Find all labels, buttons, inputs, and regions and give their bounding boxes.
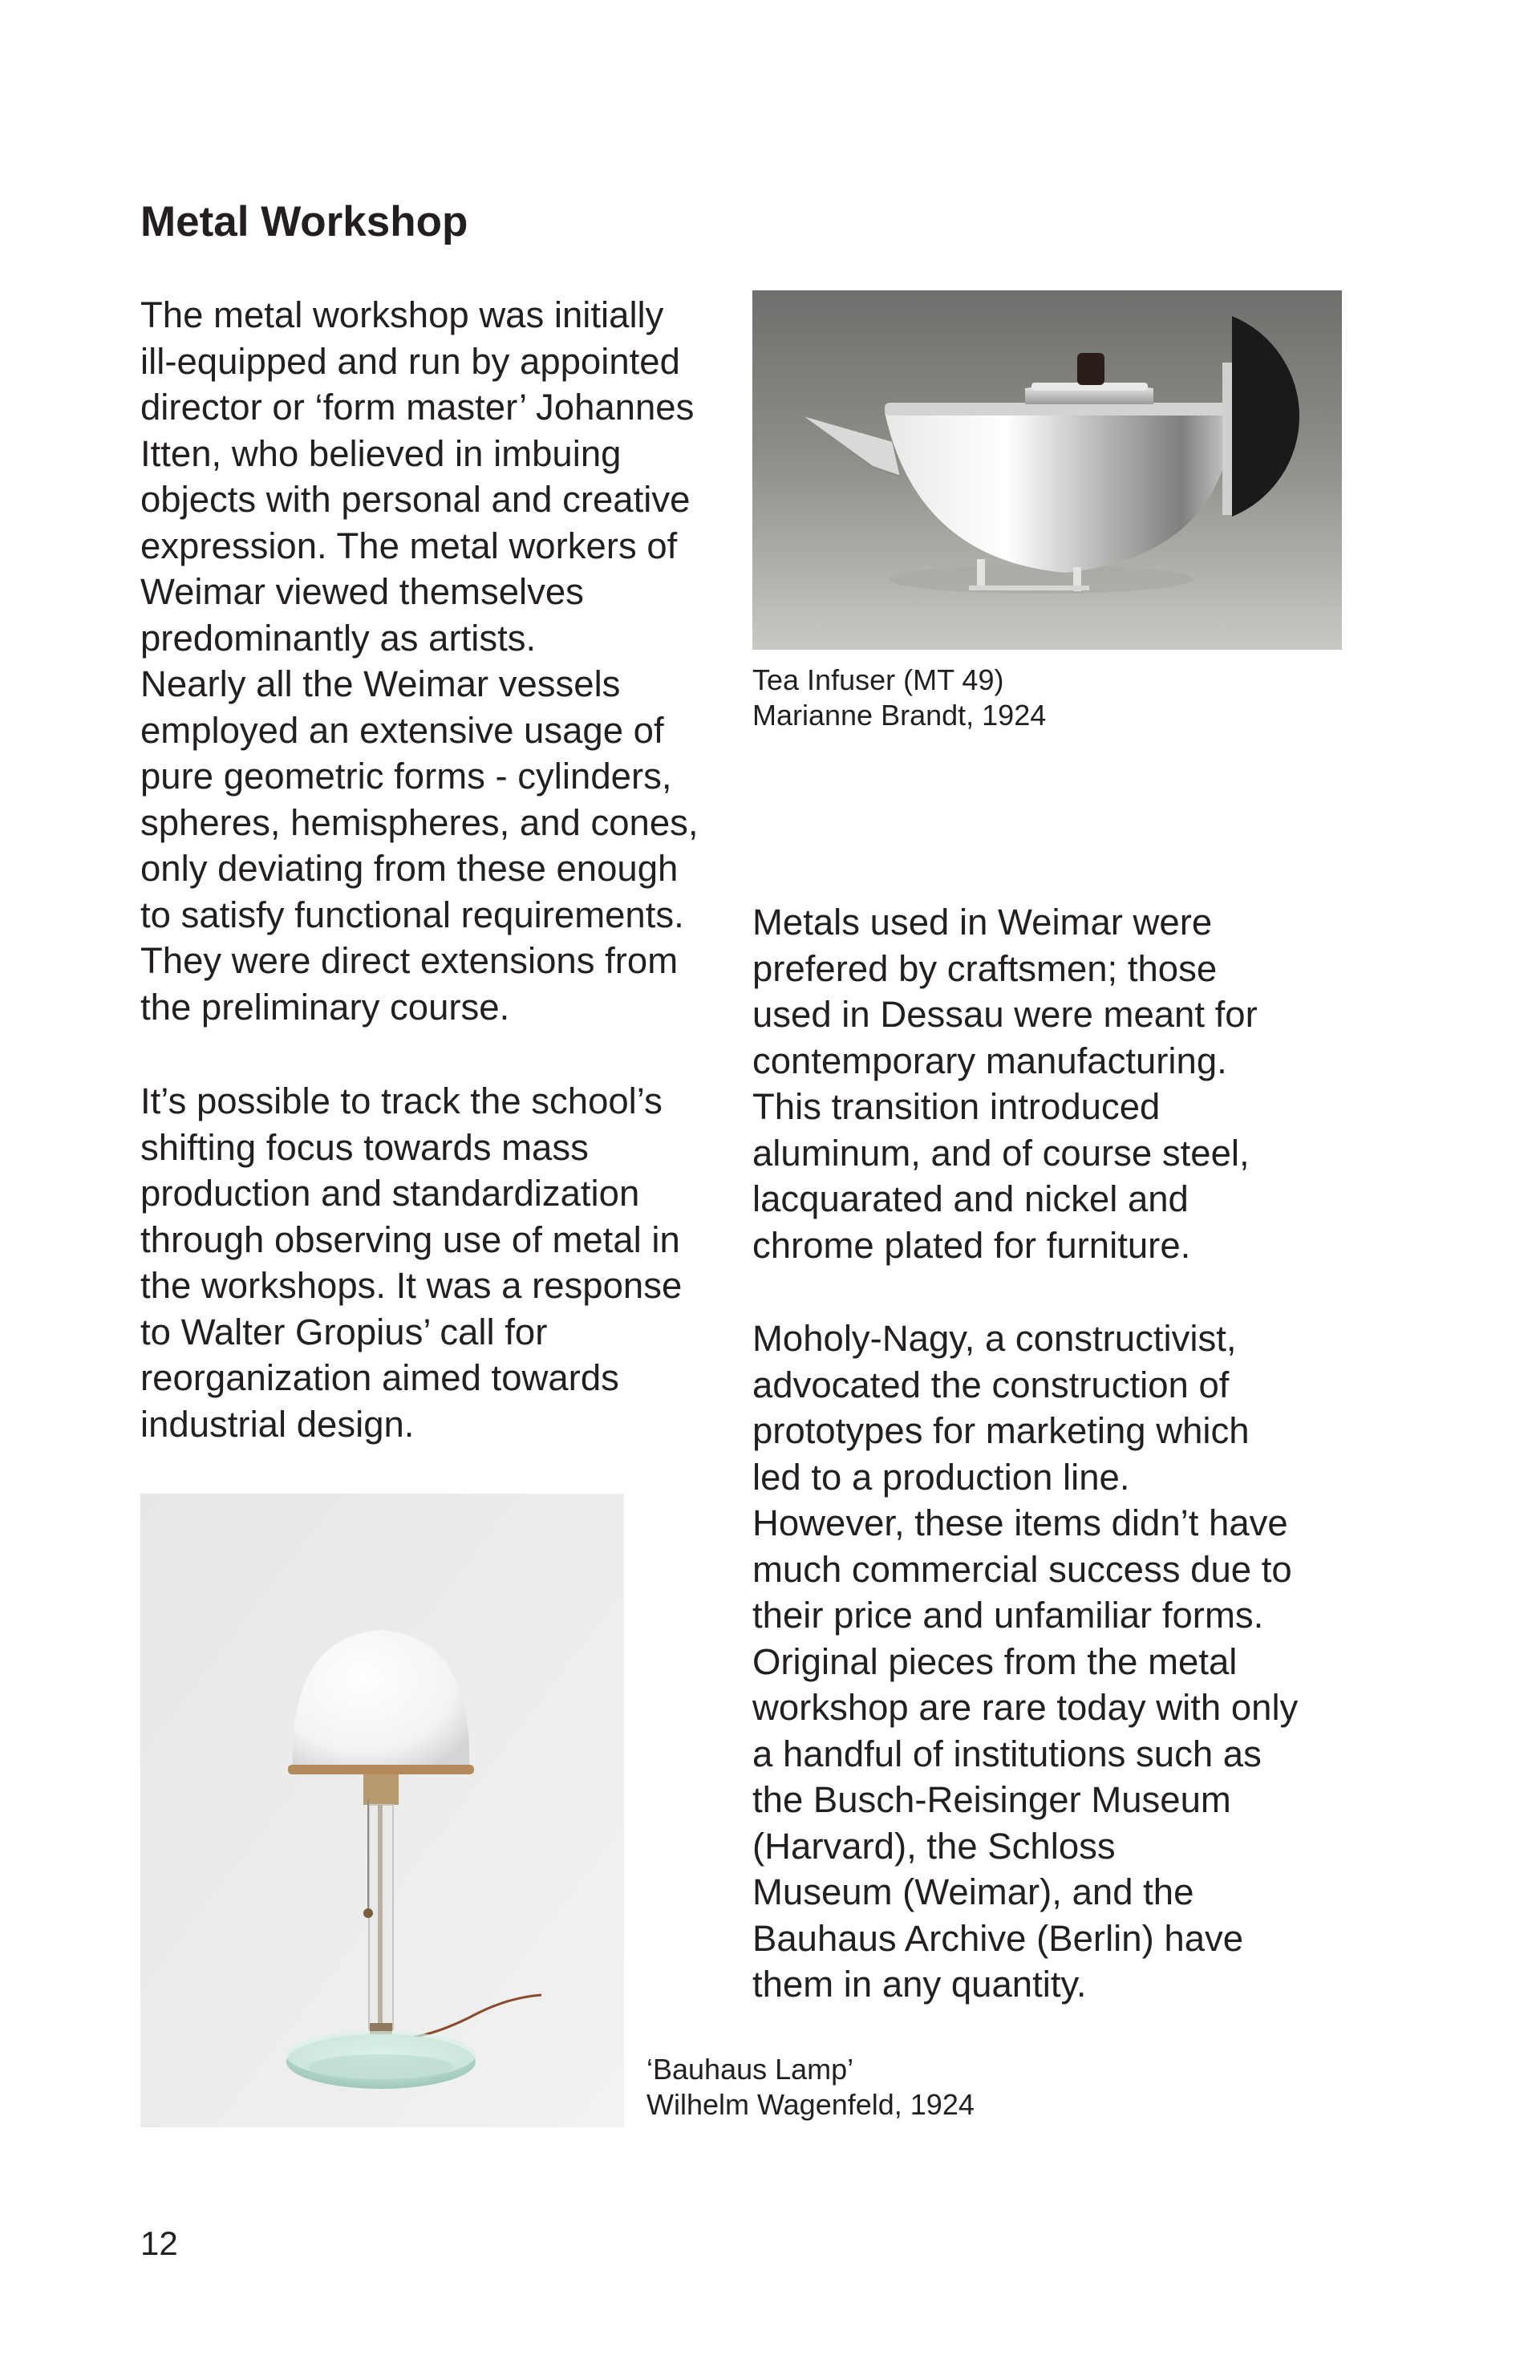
text-line: Original pieces from the metal — [752, 1640, 1238, 1682]
text-line: They were direct extensions from — [140, 940, 679, 981]
text-line: the preliminary course. — [140, 986, 510, 1028]
caption-title: ‘Bauhaus Lamp’ — [646, 2053, 854, 2086]
text-line: Metals used in Weimar were — [752, 902, 1213, 943]
text-line: used in Dessau were meant for — [752, 994, 1258, 1035]
text-line: Moholy-Nagy, a constructivist, — [752, 1318, 1237, 1359]
text-line: a handful of institutions such as — [752, 1733, 1262, 1774]
text-line: the Busch-Reisinger Museum — [752, 1779, 1231, 1820]
text-line: The metal workshop was initially — [140, 294, 664, 335]
text-line: pure geometric forms - cylinders, — [140, 756, 672, 797]
text-line: much commercial success due to — [752, 1548, 1292, 1590]
caption-credit: Marianne Brandt, 1924 — [752, 699, 1047, 732]
text-line: prefered by craftsmen; those — [752, 947, 1218, 989]
text-line: expression. The metal workers of — [140, 525, 678, 566]
text-line: prototypes for marketing which — [752, 1410, 1250, 1451]
text-line: It’s possible to track the school’s — [140, 1081, 663, 1121]
text-line: to satisfy functional requirements. — [140, 894, 684, 935]
bauhaus-lamp-photo — [140, 1494, 624, 2127]
text-line: reorganization aimed towards — [140, 1357, 619, 1398]
text-line: Museum (Weimar), and the — [752, 1871, 1194, 1912]
text-line: industrial design. — [140, 1403, 415, 1445]
right-paragraph-1 — [752, 899, 1258, 1268]
text-line: contemporary manufacturing. — [752, 1040, 1227, 1081]
text-line: predominantly as artists. — [140, 617, 537, 659]
text-line: through observing use of metal in — [140, 1218, 680, 1260]
text-line: Bauhaus Archive (Berlin) have — [752, 1917, 1244, 1959]
text-line: chrome plated for furniture. — [752, 1224, 1191, 1266]
text-line: workshop are rare today with only — [752, 1687, 1299, 1728]
text-line: the workshops. It was a response — [140, 1265, 683, 1306]
text-line: Itten, who believed in imbuing — [140, 432, 622, 474]
text-line: only deviating from these enough — [140, 848, 679, 889]
text-line: Nearly all the Weimar vessels — [140, 663, 621, 704]
text-line: led to a production line. — [752, 1456, 1130, 1498]
text-line: them in any quantity. — [752, 1964, 1087, 2005]
text-line: aluminum, and of course steel, — [752, 1132, 1250, 1174]
text-line: However, these items didn’t have — [752, 1502, 1288, 1543]
text-line: This transition introduced — [752, 1086, 1161, 1127]
text-line: objects with personal and creative — [140, 479, 691, 520]
caption-credit: Wilhelm Wagenfeld, 1924 — [646, 2088, 975, 2121]
tea-infuser-caption — [752, 663, 1046, 733]
text-line: employed an extensive usage of — [140, 709, 664, 751]
text-line: their price and unfamiliar forms. — [752, 1595, 1264, 1636]
text-line: spheres, hemispheres, and cones, — [140, 801, 699, 843]
text-line: ill-equipped and run by appointed — [140, 340, 680, 382]
left-paragraph-2 — [140, 1078, 682, 1447]
text-line: advocated the construction of — [752, 1364, 1230, 1405]
bauhaus-lamp-caption — [646, 2052, 975, 2123]
text-line: lacquarated and nickel and — [752, 1178, 1189, 1219]
page-title: Metal Workshop — [140, 198, 468, 245]
tea-infuser-photo — [752, 290, 1342, 650]
caption-title: Tea Infuser (MT 49) — [752, 663, 1004, 696]
text-line: director or ‘form master’ Johannes — [140, 387, 695, 428]
right-paragraph-2 — [752, 1316, 1298, 2008]
page-number: 12 — [140, 2224, 178, 2262]
left-paragraph-1 — [140, 292, 699, 1030]
text-line: (Harvard), the Schloss — [752, 1825, 1116, 1867]
text-line: shifting focus towards mass — [140, 1126, 589, 1168]
text-line: to Walter Gropius’ call for — [140, 1311, 548, 1352]
text-line: production and standardization — [140, 1173, 640, 1214]
text-line: Weimar viewed themselves — [140, 571, 584, 612]
